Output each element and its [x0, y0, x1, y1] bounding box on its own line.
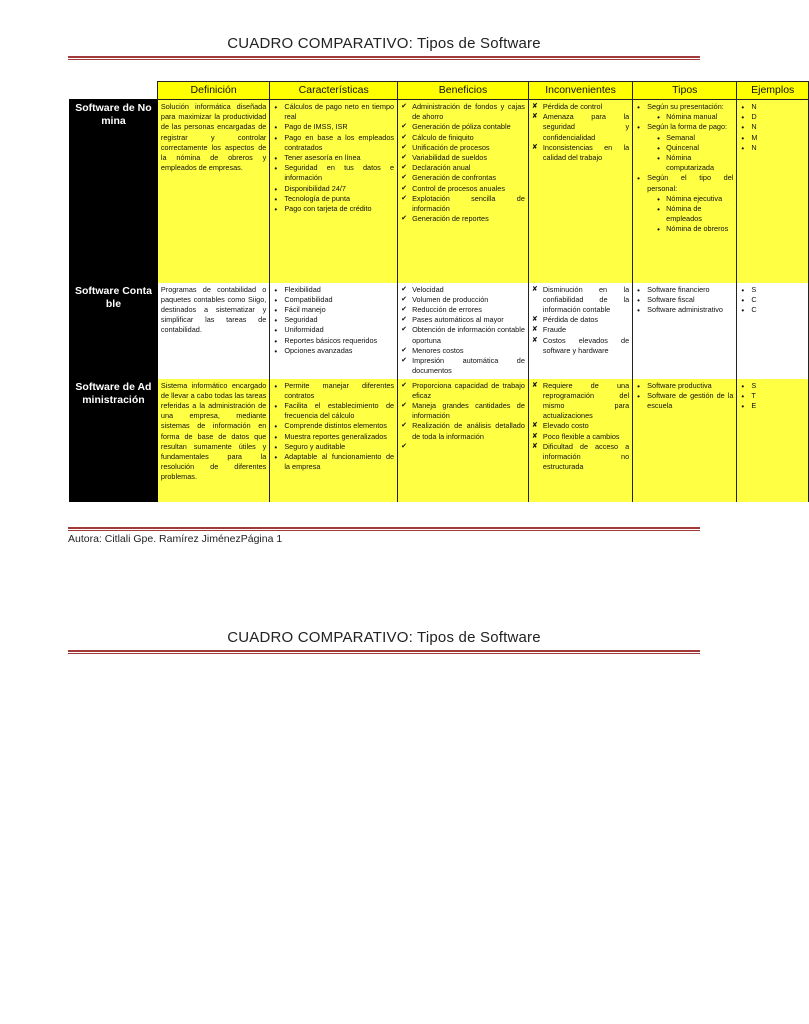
- list-item: • Permite manejar diferentes contratos: [273, 381, 394, 401]
- table-row: [70, 283, 809, 379]
- type-label: Según la forma de pago:: [647, 122, 728, 132]
- list-item: • Fácil manejo: [273, 305, 394, 315]
- list-item: • Nómina computarizada: [656, 153, 733, 173]
- comparison-table-wrapper: [69, 81, 795, 502]
- drawbacks-cell: [528, 100, 632, 283]
- list-item: [636, 122, 733, 173]
- corner-cell: [70, 82, 158, 100]
- column-header-definicion: Definición: [157, 82, 269, 100]
- column-header-inconvenientes: Inconvenientes: [528, 82, 632, 100]
- list-item: ✘ Amenaza para la seguridad y confidencialidad: [532, 112, 629, 143]
- page-footer: Autora: Citlali Gpe. Ramírez JiménezPágina 1: [68, 533, 283, 545]
- page-title: CUADRO COMPARATIVO: Tipos de Software: [227, 35, 541, 52]
- row-header: Software de Nomina: [70, 100, 158, 283]
- table-row: [70, 100, 809, 283]
- column-header-beneficios: Beneficios: [398, 82, 529, 100]
- subtypes-list: [656, 133, 733, 174]
- list-item: ✔ Cálculo de finiquito: [401, 133, 525, 143]
- row-header: Software de Administración: [70, 379, 158, 502]
- types-cell: [633, 379, 737, 502]
- definition-cell: Programas de contabilidad o paquetes contables como Siigo, destinados a sistematizar y simplificar las tareas de contabilidad.: [157, 283, 269, 379]
- type-label: Software financiero: [647, 284, 710, 294]
- list-item: • Nómina de obreros: [656, 224, 733, 234]
- drawbacks-list: [532, 102, 629, 163]
- list-item: • N: [740, 143, 805, 153]
- page-2-header-rule: [68, 650, 700, 654]
- list-item: • Tecnología de punta: [273, 194, 394, 204]
- list-item: • S: [740, 381, 805, 391]
- type-label: Software fiscal: [647, 294, 695, 304]
- list-item: ✔ Velocidad: [401, 285, 525, 295]
- drawbacks-cell: [528, 283, 632, 379]
- list-item: ✘ Pérdida de control: [532, 102, 629, 112]
- list-item: ✘ Costos elevados de software y hardware: [532, 336, 629, 356]
- subtypes-list: [656, 112, 733, 122]
- types-cell: [633, 100, 737, 283]
- list-item: ✔ Reducción de errores: [401, 305, 525, 315]
- list-item: • Comprende distintos elementos: [273, 421, 394, 431]
- examples-cell: [737, 379, 809, 502]
- column-header-tipos: Tipos: [633, 82, 737, 100]
- type-label: Software administrativo: [647, 304, 723, 314]
- list-item: ✔ Declaración anual: [401, 163, 525, 173]
- page-2-title: CUADRO COMPARATIVO: Tipos de Software: [227, 629, 541, 646]
- list-item: • Semanal: [656, 133, 733, 143]
- list-item: • C: [740, 295, 805, 305]
- list-item: ✘ Dificultad de acceso a información no estructurada: [532, 442, 629, 473]
- list-item: • Cálculos de pago neto en tiempo real: [273, 102, 394, 122]
- list-item: • Opciones avanzadas: [273, 346, 394, 356]
- list-item: • C: [740, 305, 805, 315]
- list-item: ✘ Requiere de una reprogramación del mismo para actualizaciones: [532, 381, 629, 422]
- list-item: [636, 305, 733, 315]
- list-item: • Pago con tarjeta de crédito: [273, 204, 394, 214]
- benefits-list: [401, 102, 525, 224]
- comparison-table: [69, 81, 809, 502]
- benefits-cell: [398, 379, 529, 502]
- benefits-list: [401, 285, 525, 377]
- examples-list: [740, 102, 805, 153]
- list-item: • Tener asesoría en línea: [273, 153, 394, 163]
- column-header-ejemplos: Ejemplos: [737, 82, 809, 100]
- characteristics-list: [273, 381, 394, 473]
- list-item: • E: [740, 401, 805, 411]
- list-item: [636, 102, 733, 122]
- characteristics-cell: [270, 100, 398, 283]
- examples-cell: [737, 283, 809, 379]
- list-item: ✔ Control de procesos anuales: [401, 184, 525, 194]
- list-item: ✔ Pases automáticos al mayor: [401, 315, 525, 325]
- list-item: • Seguridad: [273, 315, 394, 325]
- list-item: [636, 295, 733, 305]
- subtypes-list: [656, 194, 733, 235]
- types-list: [636, 102, 733, 235]
- header-rule: [68, 56, 700, 60]
- examples-list: [740, 285, 805, 316]
- list-item: ✔ Explotación sencilla de información: [401, 194, 525, 214]
- characteristics-cell: [270, 283, 398, 379]
- definition-cell: Solución informática diseñada para maximizar la productividad de las personas encargadas de registrar y controlar correctamente los aspectos de la nómina de obreros y empleados de empresas.: [157, 100, 269, 283]
- list-item: • Quincenal: [656, 143, 733, 153]
- list-item: ✔ Administración de fondos y cajas de ahorro: [401, 102, 525, 122]
- list-item: • Pago de IMSS, ISR: [273, 122, 394, 132]
- list-item: ✘ Disminución en la confiabilidad de la información contable: [532, 285, 629, 316]
- list-item: ✔ Realización de análisis detallado de toda la información: [401, 421, 525, 441]
- examples-list: [740, 381, 805, 412]
- list-item: ✔ Obtención de información contable oportuna: [401, 325, 525, 345]
- list-item: • Facilita el establecimiento de frecuencia del cálculo: [273, 401, 394, 421]
- benefits-cell: [398, 283, 529, 379]
- list-item: • Nómina manual: [656, 112, 733, 122]
- list-item: ✘ Pérdida de datos: [532, 315, 629, 325]
- characteristics-list: [273, 285, 394, 356]
- list-item: • Nómina de empleados: [656, 204, 733, 224]
- definition-cell: Sistema informático encargado de llevar a cabo todas las tareas referidas a la administración de una empresa, mediante sistemas de información en forma de base de datos que resultan sumamente útiles y fundamentales para la resolución de diferentes problemas.: [157, 379, 269, 502]
- list-item: ✔ Generación de reportes: [401, 214, 525, 224]
- list-item: ✔ Unificación de procesos: [401, 143, 525, 153]
- list-item: • Disponibilidad 24/7: [273, 184, 394, 194]
- list-item: ✔ Proporciona capacidad de trabajo eficaz: [401, 381, 525, 401]
- types-list: [636, 381, 733, 412]
- column-header-caracteristicas: Características: [270, 82, 398, 100]
- list-item: • D: [740, 112, 805, 122]
- drawbacks-cell: [528, 379, 632, 502]
- row-header: Software Contable: [70, 283, 158, 379]
- list-item: ✔ Generación de póliza contable: [401, 122, 525, 132]
- types-list: [636, 285, 733, 316]
- list-item: • Seguridad en tus datos e información: [273, 163, 394, 183]
- list-item: ✔ Menores costos: [401, 346, 525, 356]
- characteristics-list: [273, 102, 394, 214]
- type-label: Según su presentación:: [647, 102, 724, 111]
- list-item: • N: [740, 122, 805, 132]
- list-item: ✔ Variabilidad de sueldos: [401, 153, 525, 163]
- list-item: • Muestra reportes generalizados: [273, 432, 394, 442]
- benefits-list: [401, 381, 525, 442]
- list-item: • Adaptable al funcionamiento de la empresa: [273, 452, 394, 472]
- list-item: • Uniformidad: [273, 325, 394, 335]
- list-item: • T: [740, 391, 805, 401]
- type-label: Según el tipo del personal:: [647, 173, 734, 193]
- list-item: • Nómina ejecutiva: [656, 194, 733, 204]
- drawbacks-list: [532, 381, 629, 473]
- list-item: • Compatibilidad: [273, 295, 394, 305]
- list-item: ✘ Inconsistencias en la calidad del trabajo: [532, 143, 629, 163]
- list-item: [636, 173, 733, 234]
- list-item: [636, 381, 733, 391]
- list-item: [636, 391, 733, 411]
- table-row: [70, 379, 809, 502]
- list-item: • M: [740, 133, 805, 143]
- examples-cell: [737, 100, 809, 283]
- footer-rule: [68, 527, 700, 531]
- list-item: • S: [740, 285, 805, 295]
- list-item: ✘ Fraude: [532, 325, 629, 335]
- list-item: ✘ Poco flexible a cambios: [532, 432, 629, 442]
- benefits-cell: [398, 100, 529, 283]
- drawbacks-list: [532, 285, 629, 356]
- list-item: • Flexibilidad: [273, 285, 394, 295]
- list-item: ✘ Elevado costo: [532, 421, 629, 431]
- characteristics-cell: [270, 379, 398, 502]
- list-item: ✔ Maneja grandes cantidades de información: [401, 401, 525, 421]
- type-label: Software de gestión de la escuela: [647, 390, 734, 410]
- list-item: ✔ Generación de confrontas: [401, 173, 525, 183]
- types-cell: [633, 283, 737, 379]
- list-item: • Seguro y auditable: [273, 442, 394, 452]
- list-item: [636, 285, 733, 295]
- list-item: • Reportes básicos requeridos: [273, 336, 394, 346]
- list-item: ✔ Volumen de producción: [401, 295, 525, 305]
- list-item: • Pago en base a los empleados contratados: [273, 133, 394, 153]
- list-item: • N: [740, 102, 805, 112]
- list-item: ✔ Impresión automática de documentos: [401, 356, 525, 376]
- type-label: Software productiva: [647, 380, 712, 390]
